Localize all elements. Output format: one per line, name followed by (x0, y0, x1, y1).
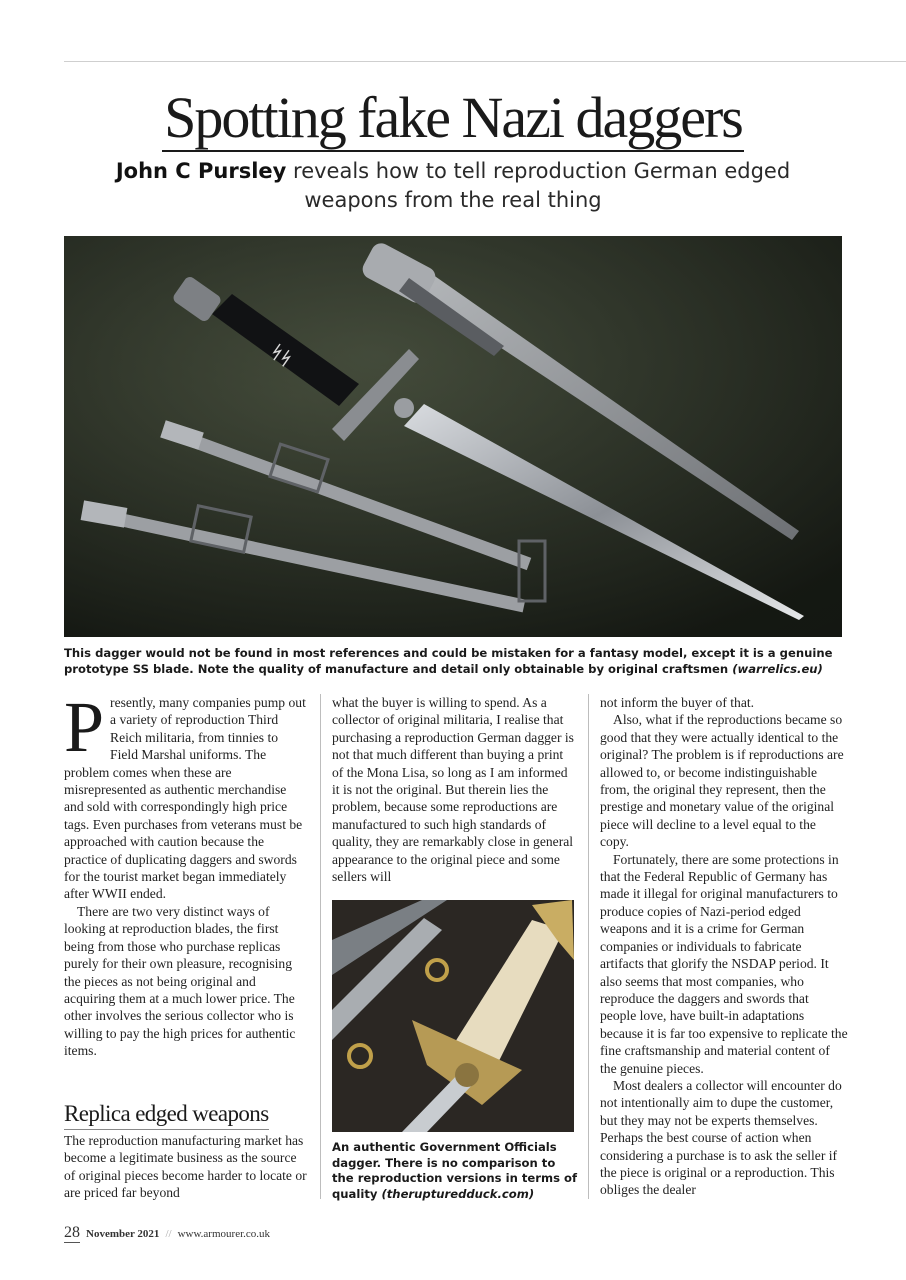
hero-caption (64, 645, 844, 677)
inset-caption (332, 1140, 578, 1202)
headline-block (0, 86, 906, 152)
standfirst-text: reveals how to tell reproduction German edged weapons from the real thing (286, 159, 791, 212)
author-name: John C Pursley (115, 159, 287, 183)
column-2-paragraph: what the buyer is willing to spend. As a collector of original militaria, I realise that purchasing a reproduction German dagger is not that much different than buying a print of the Mona Lisa, so long as I am informed it is not the original. But therein lies the problem, because some reproductions are manufactured to such high standards of quality, they are remarkably close in general appearance to the original piece and some sellers will (332, 695, 574, 885)
svg-text:ᛋᛋ: ᛋᛋ (266, 340, 296, 371)
hero-caption-credit: (warrelics.eu) (732, 662, 823, 676)
column-divider-2 (588, 694, 589, 1199)
subhead-replica: Replica edged weapons (64, 1100, 269, 1130)
footer-separator: // (165, 1228, 172, 1240)
column-3-paragraph-2: Also, what if the reproductions became so good that they were actually identical to the original? The problem is if reproductions are allowed to, or become indistinguishable from, the original they represent, then the prestige and monetary value of the original piece will decline to a level equal to the copy. (600, 712, 844, 850)
column-3-paragraph-3: Fortunately, there are some protections in that the Federal Republic of Germany has made it illegal for original manufacturers to produce copies of Nazi-period edged weapons and it is a crime for German companies or individuals to fabricate artifacts that glorify the NSDAP period. It also seems that most companies, who reproduce the daggers and swords that people love, have built-in adaptations because it is far too expensive to replicate the fine craftsmanship and material content of the genuine pieces. (600, 851, 848, 1076)
hero-caption-text: This dagger would not be found in most references and could be mistaken for a fantasy model, except it is a genuine prototype SS blade. Note the quality of manufacture and detail only obtainable by original craftsmen (64, 646, 833, 676)
top-rule (64, 61, 906, 62)
page-number: 28 (64, 1224, 80, 1241)
column-2 (332, 694, 574, 885)
column-1-paragraph-1-text: resently, many companies pump out a variety of reproduction Third Reich militaria, from tinnies to Field Marshal uniforms. The problem comes when these are misrepresented as authentic merchandise and sold with correspondingly high price tags. Even purchases from veterans must be approached with caution because the practice of duplicating daggers and swords for the tourist market began immediately after WWII ended. (64, 695, 306, 902)
inset-photo-officials-dagger (332, 900, 574, 1132)
column-1-paragraph-2: There are two very distinct ways of looking at reproduction blades, the first being from those who purchase replicas purely for their own pleasure, recognising the pieces as not being original and acquiring them at a much lower price. The other involves the serious collector who is willing to pay the high prices for authentic items. (64, 903, 296, 1059)
page-footer (64, 1224, 270, 1243)
column-1-continued: The reproduction manufacturing market has become a legitimate business as the source of original pieces become harder to locate or are priced far beyond (64, 1133, 307, 1201)
column-3-paragraph-4: Most dealers a collector will encounter do not intentionally aim to dupe the customer, but they may not be experts themselves. Perhaps the best course of action when considering a purchase is to ask the seller if the piece is original or a reproduction. This obliges the dealer (600, 1077, 842, 1198)
column-3-paragraph-1: not inform the buyer of that. (600, 695, 755, 710)
issue-date: November 2021 (86, 1228, 160, 1240)
inset-caption-credit: (therupturedduck.com) (381, 1186, 535, 1201)
standfirst (110, 157, 796, 215)
column-1-paragraph-1 (64, 687, 308, 903)
inset-caption-text: An authentic Government Officials dagger. There is no comparison to the reproduction versions in terms of quality (332, 1140, 578, 1201)
column-1 (64, 687, 308, 1060)
article-headline: Spotting fake Nazi daggers (164, 85, 742, 150)
column-divider-1 (320, 694, 321, 1199)
hero-photo-dagger (64, 236, 842, 637)
column-3 (600, 694, 848, 1199)
drop-cap: P (64, 687, 105, 767)
website-url: www.armourer.co.uk (177, 1228, 271, 1240)
